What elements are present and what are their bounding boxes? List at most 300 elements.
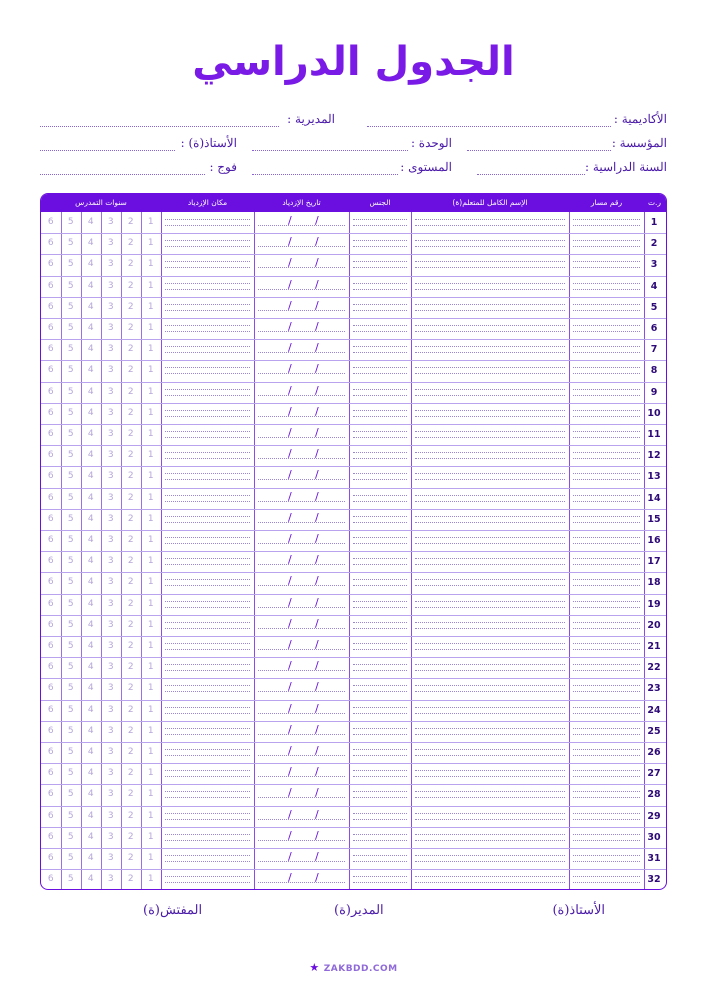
birth-date-field[interactable] bbox=[258, 501, 345, 502]
year-checkbox[interactable]: 6 bbox=[47, 492, 54, 503]
year-checkbox[interactable]: 6 bbox=[47, 386, 54, 397]
year-checkbox[interactable]: 4 bbox=[87, 704, 94, 715]
write-line-full-name[interactable] bbox=[415, 776, 565, 777]
write-line-massar[interactable] bbox=[573, 289, 640, 290]
write-line-full-name[interactable] bbox=[415, 225, 565, 226]
year-checkbox[interactable]: 2 bbox=[127, 407, 134, 418]
year-checkbox[interactable]: 6 bbox=[47, 874, 54, 885]
year-checkbox[interactable]: 3 bbox=[107, 344, 114, 355]
year-checkbox[interactable]: 5 bbox=[67, 492, 74, 503]
write-line-full-name[interactable] bbox=[415, 840, 565, 841]
year-checkbox[interactable]: 2 bbox=[127, 280, 134, 291]
year-checkbox[interactable]: 4 bbox=[87, 280, 94, 291]
write-line-birth-place[interactable] bbox=[165, 346, 250, 347]
year-checkbox[interactable]: 5 bbox=[67, 725, 74, 736]
write-line-full-name[interactable] bbox=[415, 876, 565, 877]
year-checkbox[interactable]: 3 bbox=[107, 619, 114, 630]
write-line-gender[interactable] bbox=[353, 643, 407, 644]
info-field-line[interactable] bbox=[477, 174, 585, 175]
birth-date-field[interactable] bbox=[258, 373, 345, 374]
write-line-birth-place[interactable] bbox=[165, 458, 250, 459]
year-checkbox[interactable]: 5 bbox=[67, 747, 74, 757]
write-line-full-name[interactable] bbox=[415, 516, 565, 517]
write-line-gender[interactable] bbox=[353, 495, 407, 496]
year-checkbox[interactable]: 2 bbox=[127, 344, 134, 355]
year-checkbox[interactable]: 2 bbox=[127, 386, 134, 397]
write-line-birth-place[interactable] bbox=[165, 791, 250, 792]
year-checkbox[interactable]: 2 bbox=[127, 725, 134, 736]
write-line-birth-place[interactable] bbox=[165, 537, 250, 538]
year-checkbox[interactable]: 1 bbox=[147, 280, 154, 291]
write-line-full-name[interactable] bbox=[415, 819, 565, 820]
year-checkbox[interactable]: 3 bbox=[107, 810, 114, 821]
write-line-massar[interactable] bbox=[573, 352, 640, 353]
write-line-gender[interactable] bbox=[353, 416, 407, 417]
year-checkbox[interactable]: 6 bbox=[47, 238, 54, 249]
year-checkbox[interactable]: 6 bbox=[47, 471, 54, 482]
write-line-full-name[interactable] bbox=[415, 797, 565, 798]
birth-date-field[interactable] bbox=[258, 691, 345, 692]
write-line-birth-place[interactable] bbox=[165, 325, 250, 326]
write-line-gender[interactable] bbox=[353, 304, 407, 305]
year-checkbox[interactable]: 4 bbox=[87, 386, 94, 397]
write-line-birth-place[interactable] bbox=[165, 389, 250, 390]
write-line-gender[interactable] bbox=[353, 479, 407, 480]
write-line-gender[interactable] bbox=[353, 367, 407, 368]
write-line-massar[interactable] bbox=[573, 246, 640, 247]
write-line-birth-place[interactable] bbox=[165, 225, 250, 226]
year-checkbox[interactable]: 6 bbox=[47, 704, 54, 715]
write-line-gender[interactable] bbox=[353, 261, 407, 262]
write-line-gender[interactable] bbox=[353, 240, 407, 241]
year-checkbox[interactable]: 1 bbox=[147, 323, 154, 333]
year-checkbox[interactable]: 1 bbox=[147, 386, 154, 397]
birth-date-field[interactable] bbox=[258, 522, 345, 523]
write-line-full-name[interactable] bbox=[415, 219, 565, 220]
write-line-full-name[interactable] bbox=[415, 431, 565, 432]
info-field[interactable] bbox=[467, 134, 667, 154]
year-checkbox[interactable]: 4 bbox=[87, 301, 94, 312]
write-line-gender[interactable] bbox=[353, 791, 407, 792]
birth-date-field[interactable] bbox=[258, 628, 345, 629]
write-line-birth-place[interactable] bbox=[165, 352, 250, 353]
info-field-line[interactable] bbox=[252, 174, 398, 175]
write-line-birth-place[interactable] bbox=[165, 749, 250, 750]
year-checkbox[interactable]: 1 bbox=[147, 874, 154, 885]
birth-date-field[interactable] bbox=[258, 819, 345, 820]
write-line-massar[interactable] bbox=[573, 797, 640, 798]
write-line-gender[interactable] bbox=[353, 579, 407, 580]
year-checkbox[interactable]: 1 bbox=[147, 344, 154, 355]
write-line-massar[interactable] bbox=[573, 840, 640, 841]
year-checkbox[interactable]: 3 bbox=[107, 217, 114, 227]
year-checkbox[interactable]: 1 bbox=[147, 238, 154, 249]
write-line-full-name[interactable] bbox=[415, 537, 565, 538]
year-checkbox[interactable]: 3 bbox=[107, 323, 114, 333]
year-checkbox[interactable]: 1 bbox=[147, 471, 154, 482]
write-line-full-name[interactable] bbox=[415, 861, 565, 862]
write-line-gender[interactable] bbox=[353, 670, 407, 671]
write-line-full-name[interactable] bbox=[415, 283, 565, 284]
birth-date-field[interactable] bbox=[258, 543, 345, 544]
write-line-birth-place[interactable] bbox=[165, 267, 250, 268]
write-line-full-name[interactable] bbox=[415, 749, 565, 750]
write-line-birth-place[interactable] bbox=[165, 219, 250, 220]
birth-date-field[interactable] bbox=[258, 437, 345, 438]
write-line-gender[interactable] bbox=[353, 707, 407, 708]
write-line-birth-place[interactable] bbox=[165, 240, 250, 241]
year-checkbox[interactable]: 1 bbox=[147, 535, 154, 545]
year-checkbox[interactable]: 6 bbox=[47, 365, 54, 376]
year-checkbox[interactable]: 1 bbox=[147, 407, 154, 418]
write-line-massar[interactable] bbox=[573, 410, 640, 411]
year-checkbox[interactable]: 3 bbox=[107, 556, 114, 567]
year-checkbox[interactable]: 6 bbox=[47, 768, 54, 779]
write-line-massar[interactable] bbox=[573, 834, 640, 835]
write-line-full-name[interactable] bbox=[415, 834, 565, 835]
write-line-massar[interactable] bbox=[573, 501, 640, 502]
write-line-full-name[interactable] bbox=[415, 416, 565, 417]
write-line-gender[interactable] bbox=[353, 728, 407, 729]
write-line-full-name[interactable] bbox=[415, 352, 565, 353]
year-checkbox[interactable]: 4 bbox=[87, 874, 94, 885]
info-field-line[interactable] bbox=[40, 174, 205, 175]
write-line-massar[interactable] bbox=[573, 734, 640, 735]
birth-date-field[interactable] bbox=[258, 352, 345, 353]
year-checkbox[interactable]: 4 bbox=[87, 662, 94, 673]
info-field-line[interactable] bbox=[367, 126, 611, 127]
write-line-full-name[interactable] bbox=[415, 310, 565, 311]
write-line-gender[interactable] bbox=[353, 734, 407, 735]
year-checkbox[interactable]: 2 bbox=[127, 662, 134, 673]
year-checkbox[interactable]: 3 bbox=[107, 831, 114, 842]
write-line-massar[interactable] bbox=[573, 601, 640, 602]
write-line-birth-place[interactable] bbox=[165, 522, 250, 523]
year-checkbox[interactable]: 1 bbox=[147, 747, 154, 757]
year-checkbox[interactable]: 5 bbox=[67, 238, 74, 249]
write-line-massar[interactable] bbox=[573, 395, 640, 396]
year-checkbox[interactable]: 4 bbox=[87, 831, 94, 842]
year-checkbox[interactable]: 5 bbox=[67, 831, 74, 842]
year-checkbox[interactable]: 3 bbox=[107, 301, 114, 312]
year-checkbox[interactable]: 1 bbox=[147, 450, 154, 461]
birth-date-field[interactable] bbox=[258, 797, 345, 798]
year-checkbox[interactable]: 4 bbox=[87, 683, 94, 694]
write-line-full-name[interactable] bbox=[415, 304, 565, 305]
write-line-full-name[interactable] bbox=[415, 246, 565, 247]
year-checkbox[interactable]: 1 bbox=[147, 768, 154, 779]
write-line-massar[interactable] bbox=[573, 516, 640, 517]
year-checkbox[interactable]: 3 bbox=[107, 259, 114, 270]
write-line-full-name[interactable] bbox=[415, 367, 565, 368]
write-line-gender[interactable] bbox=[353, 834, 407, 835]
write-line-massar[interactable] bbox=[573, 437, 640, 438]
year-checkbox[interactable]: 5 bbox=[67, 662, 74, 673]
write-line-full-name[interactable] bbox=[415, 685, 565, 686]
year-checkbox[interactable]: 5 bbox=[67, 874, 74, 885]
write-line-full-name[interactable] bbox=[415, 325, 565, 326]
year-checkbox[interactable]: 4 bbox=[87, 556, 94, 567]
write-line-massar[interactable] bbox=[573, 495, 640, 496]
year-checkbox[interactable]: 5 bbox=[67, 704, 74, 715]
year-checkbox[interactable]: 4 bbox=[87, 344, 94, 355]
year-checkbox[interactable]: 1 bbox=[147, 683, 154, 694]
write-line-birth-place[interactable] bbox=[165, 410, 250, 411]
year-checkbox[interactable]: 2 bbox=[127, 789, 134, 800]
year-checkbox[interactable]: 3 bbox=[107, 641, 114, 651]
info-field[interactable] bbox=[252, 134, 452, 154]
write-line-birth-place[interactable] bbox=[165, 331, 250, 332]
write-line-birth-place[interactable] bbox=[165, 861, 250, 862]
write-line-massar[interactable] bbox=[573, 522, 640, 523]
write-line-birth-place[interactable] bbox=[165, 564, 250, 565]
year-checkbox[interactable]: 4 bbox=[87, 577, 94, 588]
year-checkbox[interactable]: 4 bbox=[87, 513, 94, 524]
year-checkbox[interactable]: 4 bbox=[87, 641, 94, 651]
write-line-massar[interactable] bbox=[573, 579, 640, 580]
write-line-full-name[interactable] bbox=[415, 373, 565, 374]
write-line-gender[interactable] bbox=[353, 516, 407, 517]
write-line-massar[interactable] bbox=[573, 685, 640, 686]
info-field[interactable] bbox=[252, 158, 452, 178]
year-checkbox[interactable]: 5 bbox=[67, 301, 74, 312]
year-checkbox[interactable]: 4 bbox=[87, 471, 94, 482]
year-checkbox[interactable]: 4 bbox=[87, 789, 94, 800]
write-line-massar[interactable] bbox=[573, 755, 640, 756]
write-line-birth-place[interactable] bbox=[165, 579, 250, 580]
year-checkbox[interactable]: 6 bbox=[47, 429, 54, 439]
write-line-massar[interactable] bbox=[573, 452, 640, 453]
write-line-full-name[interactable] bbox=[415, 728, 565, 729]
year-checkbox[interactable]: 5 bbox=[67, 768, 74, 779]
write-line-birth-place[interactable] bbox=[165, 516, 250, 517]
year-checkbox[interactable]: 3 bbox=[107, 280, 114, 291]
year-checkbox[interactable]: 1 bbox=[147, 810, 154, 821]
write-line-gender[interactable] bbox=[353, 876, 407, 877]
year-checkbox[interactable]: 2 bbox=[127, 323, 134, 333]
birth-date-field[interactable] bbox=[258, 310, 345, 311]
year-checkbox[interactable]: 4 bbox=[87, 217, 94, 227]
year-checkbox[interactable]: 5 bbox=[67, 407, 74, 418]
write-line-massar[interactable] bbox=[573, 855, 640, 856]
write-line-massar[interactable] bbox=[573, 649, 640, 650]
write-line-massar[interactable] bbox=[573, 431, 640, 432]
write-line-massar[interactable] bbox=[573, 267, 640, 268]
year-checkbox[interactable]: 1 bbox=[147, 577, 154, 588]
write-line-gender[interactable] bbox=[353, 855, 407, 856]
write-line-birth-place[interactable] bbox=[165, 431, 250, 432]
write-line-massar[interactable] bbox=[573, 261, 640, 262]
write-line-full-name[interactable] bbox=[415, 346, 565, 347]
year-checkbox[interactable]: 6 bbox=[47, 323, 54, 333]
year-checkbox[interactable]: 2 bbox=[127, 874, 134, 885]
write-line-massar[interactable] bbox=[573, 876, 640, 877]
year-checkbox[interactable]: 6 bbox=[47, 619, 54, 630]
write-line-gender[interactable] bbox=[353, 331, 407, 332]
write-line-massar[interactable] bbox=[573, 225, 640, 226]
year-checkbox[interactable]: 1 bbox=[147, 725, 154, 736]
write-line-massar[interactable] bbox=[573, 607, 640, 608]
info-field-line[interactable] bbox=[252, 150, 408, 151]
write-line-massar[interactable] bbox=[573, 643, 640, 644]
write-line-full-name[interactable] bbox=[415, 331, 565, 332]
write-line-birth-place[interactable] bbox=[165, 649, 250, 650]
write-line-gender[interactable] bbox=[353, 776, 407, 777]
birth-date-field[interactable] bbox=[258, 649, 345, 650]
year-checkbox[interactable]: 5 bbox=[67, 598, 74, 609]
write-line-birth-place[interactable] bbox=[165, 713, 250, 714]
write-line-massar[interactable] bbox=[573, 622, 640, 623]
write-line-full-name[interactable] bbox=[415, 501, 565, 502]
year-checkbox[interactable]: 2 bbox=[127, 577, 134, 588]
year-checkbox[interactable]: 3 bbox=[107, 450, 114, 461]
write-line-birth-place[interactable] bbox=[165, 558, 250, 559]
year-checkbox[interactable]: 5 bbox=[67, 810, 74, 821]
write-line-gender[interactable] bbox=[353, 310, 407, 311]
info-field-line[interactable] bbox=[40, 126, 279, 127]
year-checkbox[interactable]: 5 bbox=[67, 577, 74, 588]
write-line-massar[interactable] bbox=[573, 770, 640, 771]
write-line-gender[interactable] bbox=[353, 389, 407, 390]
write-line-gender[interactable] bbox=[353, 713, 407, 714]
year-checkbox[interactable]: 6 bbox=[47, 641, 54, 651]
write-line-birth-place[interactable] bbox=[165, 813, 250, 814]
write-line-gender[interactable] bbox=[353, 649, 407, 650]
year-checkbox[interactable]: 2 bbox=[127, 301, 134, 312]
year-checkbox[interactable]: 5 bbox=[67, 344, 74, 355]
write-line-massar[interactable] bbox=[573, 813, 640, 814]
year-checkbox[interactable]: 4 bbox=[87, 407, 94, 418]
write-line-gender[interactable] bbox=[353, 813, 407, 814]
year-checkbox[interactable]: 1 bbox=[147, 365, 154, 376]
write-line-birth-place[interactable] bbox=[165, 882, 250, 883]
write-line-birth-place[interactable] bbox=[165, 622, 250, 623]
birth-date-field[interactable] bbox=[258, 458, 345, 459]
year-checkbox[interactable]: 5 bbox=[67, 450, 74, 461]
write-line-birth-place[interactable] bbox=[165, 728, 250, 729]
year-checkbox[interactable]: 6 bbox=[47, 831, 54, 842]
write-line-massar[interactable] bbox=[573, 389, 640, 390]
write-line-gender[interactable] bbox=[353, 882, 407, 883]
birth-date-field[interactable] bbox=[258, 585, 345, 586]
year-checkbox[interactable]: 2 bbox=[127, 598, 134, 609]
year-checkbox[interactable]: 3 bbox=[107, 535, 114, 545]
write-line-massar[interactable] bbox=[573, 458, 640, 459]
write-line-gender[interactable] bbox=[353, 664, 407, 665]
write-line-birth-place[interactable] bbox=[165, 707, 250, 708]
year-checkbox[interactable]: 2 bbox=[127, 238, 134, 249]
write-line-birth-place[interactable] bbox=[165, 416, 250, 417]
write-line-massar[interactable] bbox=[573, 373, 640, 374]
write-line-massar[interactable] bbox=[573, 346, 640, 347]
write-line-massar[interactable] bbox=[573, 691, 640, 692]
year-checkbox[interactable]: 6 bbox=[47, 598, 54, 609]
year-checkbox[interactable]: 3 bbox=[107, 513, 114, 524]
write-line-massar[interactable] bbox=[573, 219, 640, 220]
year-checkbox[interactable]: 6 bbox=[47, 683, 54, 694]
birth-date-field[interactable] bbox=[258, 713, 345, 714]
write-line-birth-place[interactable] bbox=[165, 643, 250, 644]
write-line-birth-place[interactable] bbox=[165, 819, 250, 820]
birth-date-field[interactable] bbox=[258, 861, 345, 862]
year-checkbox[interactable]: 3 bbox=[107, 407, 114, 418]
year-checkbox[interactable]: 6 bbox=[47, 789, 54, 800]
write-line-full-name[interactable] bbox=[415, 664, 565, 665]
write-line-gender[interactable] bbox=[353, 685, 407, 686]
year-checkbox[interactable]: 3 bbox=[107, 492, 114, 503]
birth-date-field[interactable] bbox=[258, 395, 345, 396]
write-line-gender[interactable] bbox=[353, 543, 407, 544]
write-line-birth-place[interactable] bbox=[165, 670, 250, 671]
year-checkbox[interactable]: 5 bbox=[67, 323, 74, 333]
year-checkbox[interactable]: 2 bbox=[127, 259, 134, 270]
year-checkbox[interactable]: 3 bbox=[107, 747, 114, 757]
year-checkbox[interactable]: 1 bbox=[147, 429, 154, 439]
year-checkbox[interactable]: 5 bbox=[67, 513, 74, 524]
year-checkbox[interactable]: 2 bbox=[127, 831, 134, 842]
birth-date-field[interactable] bbox=[258, 289, 345, 290]
year-checkbox[interactable]: 6 bbox=[47, 853, 54, 863]
write-line-birth-place[interactable] bbox=[165, 797, 250, 798]
year-checkbox[interactable]: 6 bbox=[47, 577, 54, 588]
year-checkbox[interactable]: 3 bbox=[107, 704, 114, 715]
write-line-birth-place[interactable] bbox=[165, 246, 250, 247]
write-line-full-name[interactable] bbox=[415, 437, 565, 438]
year-checkbox[interactable]: 6 bbox=[47, 450, 54, 461]
write-line-massar[interactable] bbox=[573, 882, 640, 883]
year-checkbox[interactable]: 5 bbox=[67, 259, 74, 270]
write-line-birth-place[interactable] bbox=[165, 543, 250, 544]
write-line-birth-place[interactable] bbox=[165, 755, 250, 756]
write-line-gender[interactable] bbox=[353, 473, 407, 474]
year-checkbox[interactable]: 3 bbox=[107, 853, 114, 863]
info-field[interactable] bbox=[40, 134, 237, 154]
write-line-gender[interactable] bbox=[353, 452, 407, 453]
year-checkbox[interactable]: 5 bbox=[67, 429, 74, 439]
write-line-gender[interactable] bbox=[353, 246, 407, 247]
write-line-birth-place[interactable] bbox=[165, 840, 250, 841]
write-line-massar[interactable] bbox=[573, 664, 640, 665]
birth-date-field[interactable] bbox=[258, 755, 345, 756]
write-line-full-name[interactable] bbox=[415, 607, 565, 608]
write-line-gender[interactable] bbox=[353, 622, 407, 623]
write-line-gender[interactable] bbox=[353, 437, 407, 438]
year-checkbox[interactable]: 2 bbox=[127, 513, 134, 524]
write-line-full-name[interactable] bbox=[415, 479, 565, 480]
write-line-gender[interactable] bbox=[353, 755, 407, 756]
write-line-massar[interactable] bbox=[573, 304, 640, 305]
write-line-gender[interactable] bbox=[353, 522, 407, 523]
write-line-massar[interactable] bbox=[573, 728, 640, 729]
write-line-full-name[interactable] bbox=[415, 855, 565, 856]
write-line-full-name[interactable] bbox=[415, 522, 565, 523]
write-line-gender[interactable] bbox=[353, 373, 407, 374]
write-line-full-name[interactable] bbox=[415, 670, 565, 671]
write-line-birth-place[interactable] bbox=[165, 585, 250, 586]
write-line-birth-place[interactable] bbox=[165, 691, 250, 692]
write-line-massar[interactable] bbox=[573, 283, 640, 284]
write-line-gender[interactable] bbox=[353, 283, 407, 284]
write-line-massar[interactable] bbox=[573, 325, 640, 326]
year-checkbox[interactable]: 4 bbox=[87, 810, 94, 821]
info-field-line[interactable] bbox=[467, 150, 611, 151]
write-line-birth-place[interactable] bbox=[165, 770, 250, 771]
write-line-full-name[interactable] bbox=[415, 579, 565, 580]
write-line-birth-place[interactable] bbox=[165, 310, 250, 311]
year-checkbox[interactable]: 5 bbox=[67, 556, 74, 567]
write-line-full-name[interactable] bbox=[415, 452, 565, 453]
year-checkbox[interactable]: 4 bbox=[87, 323, 94, 333]
